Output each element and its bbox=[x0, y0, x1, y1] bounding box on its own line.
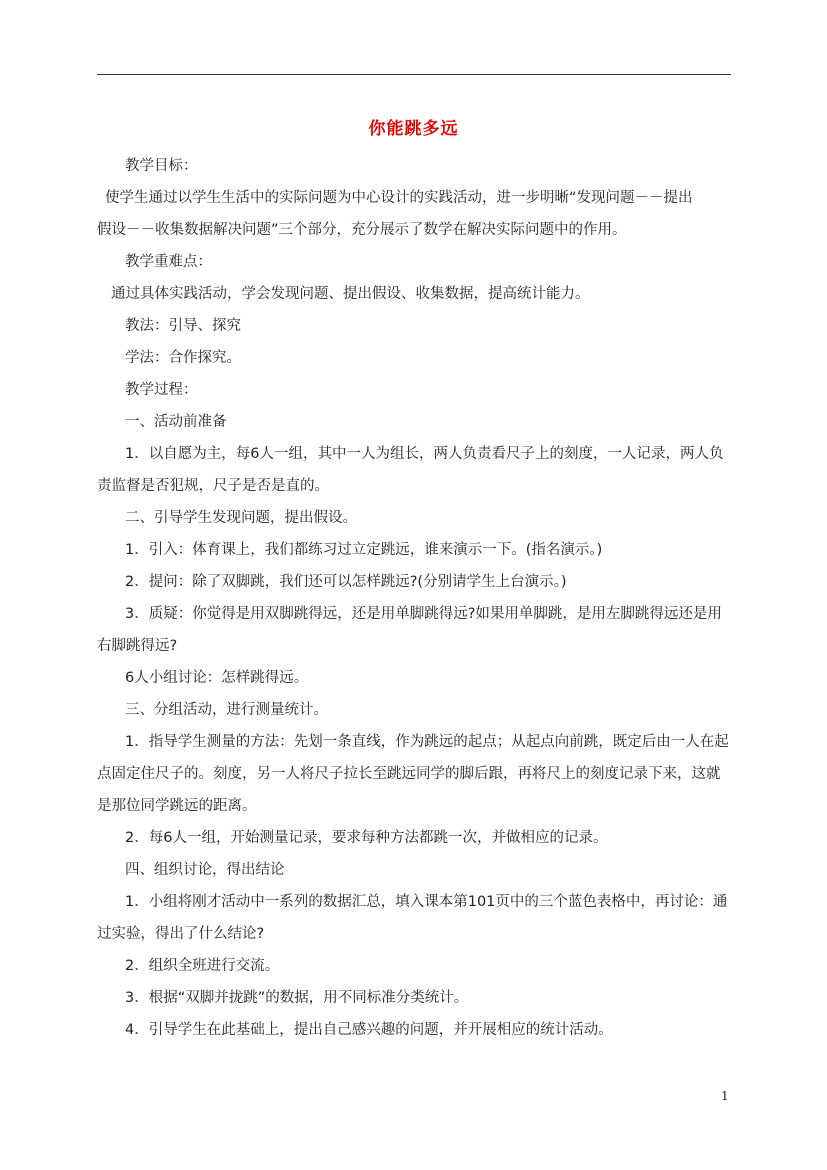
paragraph: 2．组织全班进行交流。 bbox=[125, 958, 280, 974]
section-heading: 二、引导学生发现问题，提出假设。 bbox=[125, 510, 357, 526]
paragraph: 2．每6人一组，开始测量记录，要求每种方法都跳一次，并做相应的记录。 bbox=[125, 830, 608, 846]
document-body bbox=[97, 150, 737, 1046]
paragraph: 1．小组将刚才活动中一系列的数据汇总，填入课本第101页中的三个蓝色表格中，再讨论：通 bbox=[125, 894, 728, 910]
paragraph: 教学目标： bbox=[125, 158, 198, 174]
paragraph: 点固定住尺子的。刻度，另一人将尺子拉长至跳远同学的脚后跟，再将尺上的刻度记录下来，这就 bbox=[97, 766, 721, 782]
paragraph: 6人小组讨论：怎样跳得远。 bbox=[125, 670, 309, 686]
paragraph: 右脚跳得远? bbox=[97, 638, 178, 654]
paragraph: 教学重难点： bbox=[125, 254, 212, 270]
paragraph: 假设－－收集数据解决问题”三个部分，充分展示了数学在解决实际问题中的作用。 bbox=[97, 222, 627, 238]
paragraph: 教法：引导、探究 bbox=[125, 318, 241, 334]
section-heading: 三、分组活动，进行测量统计。 bbox=[125, 702, 328, 718]
paragraph: 3．质疑：你觉得是用双脚跳得远，还是用单脚跳得远?如果用单脚跳，是用左脚跳得远还是用 bbox=[125, 606, 722, 622]
paragraph: 1．引入：体育课上，我们都练习过立定跳远，谁来演示一下。(指名演示。) bbox=[125, 542, 603, 558]
paragraph: 4．引导学生在此基础上，提出自己感兴趣的问题，并开展相应的统计活动。 bbox=[125, 1022, 613, 1038]
paragraph: 1．指导学生测量的方法：先划一条直线，作为跳远的起点；从起点向前跳，既定后由一人在起 bbox=[125, 734, 729, 750]
paragraph: 3．根据“双脚并拢跳”的数据，用不同标准分类统计。 bbox=[125, 990, 469, 1006]
paragraph: 责监督是否犯规，尺子是否是直的。 bbox=[97, 478, 329, 494]
paragraph: 1．以自愿为主，每6人一组，其中一人为组长，两人负责看尺子上的刻度，一人记录，两人负 bbox=[125, 446, 724, 462]
paragraph: 过实验，得出了什么结论? bbox=[97, 926, 265, 942]
paragraph: 2．提问：除了双脚跳，我们还可以怎样跳远?(分别请学生上台演示。) bbox=[125, 574, 567, 590]
paragraph: 是那位同学跳远的距离。 bbox=[97, 798, 257, 814]
section-heading: 四、组织讨论，得出结论 bbox=[125, 862, 285, 878]
section-heading: 一、活动前准备 bbox=[125, 414, 227, 430]
paragraph: 教学过程： bbox=[125, 382, 198, 398]
paragraph: 学法：合作探究。 bbox=[125, 350, 241, 366]
paragraph: 使学生通过以学生生活中的实际问题为中心设计的实践活动，进一步明晰“发现问题－－提出 bbox=[105, 190, 693, 206]
paragraph: 通过具体实践活动，学会发现问题、提出假设、收集数据，提高统计能力。 bbox=[111, 286, 590, 302]
header-rule bbox=[97, 74, 731, 75]
document-title: 你能跳多远 bbox=[368, 119, 459, 139]
page-number: 1 bbox=[721, 1089, 729, 1103]
